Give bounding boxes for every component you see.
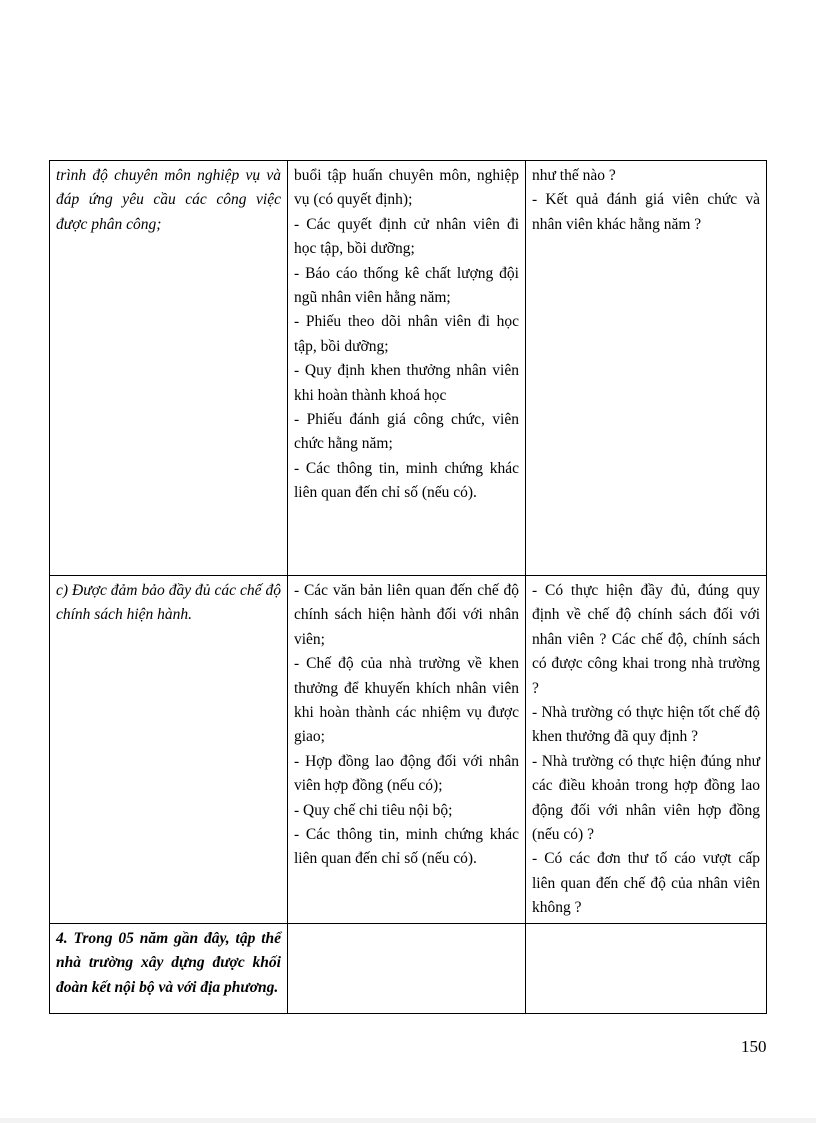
evidence-item: - Quy định khen thưởng nhân viên khi hoàn thành khoá học <box>294 362 519 404</box>
criterion-text: c) Được đảm bảo đầy đủ các chế độ chính sách hiện hành. <box>56 582 281 624</box>
evidence-item: - Quy chế chi tiêu nội bộ; <box>294 801 453 819</box>
questions-cell <box>526 576 767 924</box>
evidence-item: - Các thông tin, minh chứng khác liên quan đến chỉ số (nếu có). <box>294 826 519 868</box>
table-row <box>50 161 767 576</box>
criterion-cell <box>50 576 288 924</box>
questions-cell-empty <box>526 923 767 1013</box>
evidence-item: - Các quyết định cử nhân viên đi học tập, bồi dưỡng; <box>294 215 519 258</box>
page-number: 150 <box>741 1037 767 1056</box>
evidence-item: - Các thông tin, minh chứng khác liên quan đến chỉ số (nếu có). <box>294 459 519 502</box>
table-row <box>50 923 767 1013</box>
criterion-heading: 4. Trong 05 năm gần đây, tập thể nhà trường xây dựng được khối đoàn kết nội bộ và với địa phương. <box>56 929 281 996</box>
evidence-cell <box>288 576 526 924</box>
evidence-item: - Phiếu theo dõi nhân viên đi học tập, bồi dưỡng; <box>294 313 519 355</box>
question-item: - Kết quả đánh giá viên chức và nhân viên khác hằng năm ? <box>532 191 760 233</box>
evidence-item: - Hợp đồng lao động đối với nhân viên hợp đồng (nếu có); <box>294 752 519 795</box>
question-item: - Có các đơn thư tố cáo vượt cấp liên quan đến chế độ của nhân viên không ? <box>532 850 760 917</box>
evidence-item: - Chế độ của nhà trường về khen thưởng để khuyến khích nhân viên khi hoàn thành các nhiệm vụ được giao; <box>294 655 519 746</box>
page-bottom-band <box>0 1118 816 1123</box>
evidence-item: - Báo cáo thống kê chất lượng đội ngũ nhân viên hằng năm; <box>294 264 519 307</box>
question-item: - Có thực hiện đầy đủ, đúng quy định về chế độ chính sách đối với nhân viên ? Các chế độ, chính sách có được công khai trong nhà trường ? <box>532 582 760 697</box>
table-row <box>50 576 767 924</box>
evidence-item: - Các văn bản liên quan đến chế độ chính sách hiện hành đối với nhân viên; <box>294 582 519 648</box>
question-item: như thế nào ? <box>532 167 616 184</box>
question-item: - Nhà trường có thực hiện tốt chế độ khen thưởng đã quy định ? <box>532 704 760 746</box>
criterion-cell <box>50 161 288 576</box>
criterion-text: trình độ chuyên môn nghiệp vụ và đáp ứng yêu cầu các công việc được phân công; <box>56 167 281 233</box>
question-item: - Nhà trường có thực hiện đúng như các điều khoản trong hợp đồng lao động đối với nhân viên hợp đồng (nếu có) ? <box>532 752 760 844</box>
evidence-item: buổi tập huấn chuyên môn, nghiệp vụ (có quyết định); <box>294 167 519 209</box>
criterion-cell <box>50 923 288 1013</box>
questions-cell <box>526 161 767 576</box>
evaluation-table <box>49 160 767 1014</box>
evidence-item: - Phiếu đánh giá công chức, viên chức hằng năm; <box>294 411 519 453</box>
evidence-cell-empty <box>288 923 526 1013</box>
evidence-cell <box>288 161 526 576</box>
